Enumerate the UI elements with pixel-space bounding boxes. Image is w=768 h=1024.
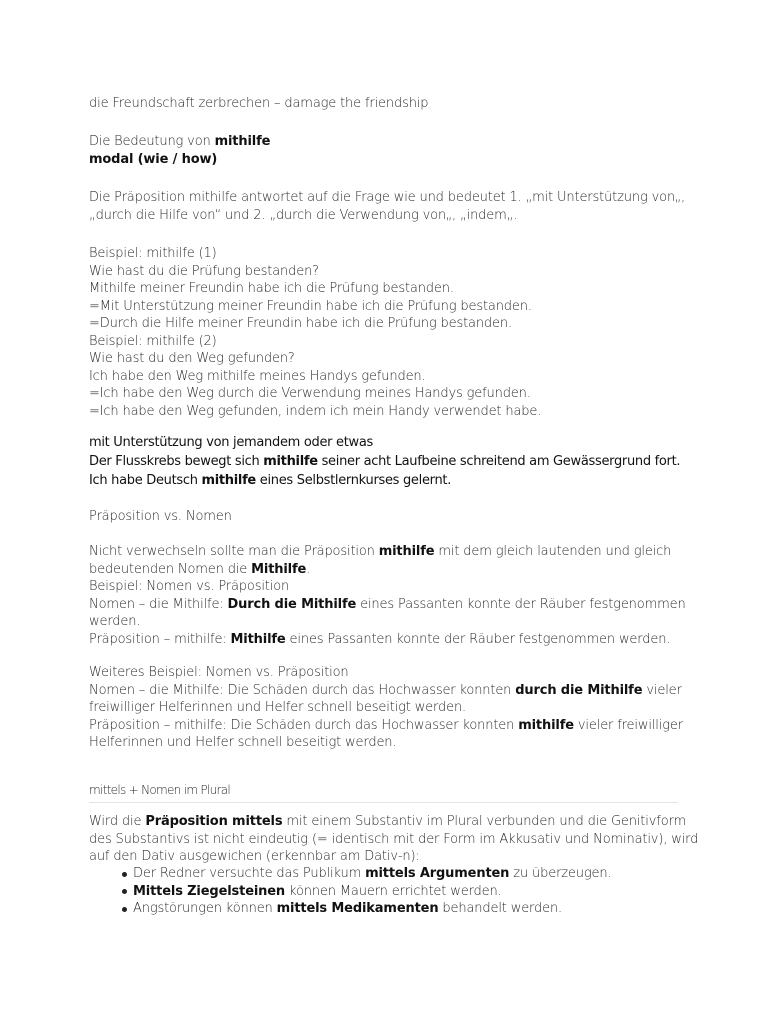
meaning-subheading: modal (wie / how)	[89, 151, 218, 167]
meaning-heading: Die Bedeutung von mithilfe modal (wie / how)	[89, 133, 689, 168]
intro-line: die Freundschaft zerbrechen – damage the friendship	[89, 96, 429, 111]
list-item: Mittels Ziegelsteinen können Mauern errichtet werden.	[89, 883, 611, 901]
examples-block: Beispiel: mithilfe (1) Wie hast du die Prüfung bestanden? Mithilfe meiner Freundin habe ich die Prüfung bestanden. =Mit Unterstützung meiner Freundin habe ich die Prüfung bestanden. =Durch die Hilfe meiner Freundin habe ich die Prüfung bestanden. Beispiel: mithilfe (2) Wie hast du den Weg gefunden? Ich habe den Weg mithilfe meines Handys gefunden. =Ich habe den Weg durch die Verwendung meines Handys gefunden. =Ich habe den Weg gefunden, indem ich mein Handy verwendet habe.	[89, 246, 542, 419]
list-item: Der Redner versuchte das Publikum mittels Argumenten zu überzeugen.	[89, 865, 611, 883]
more-examples: Weiteres Beispiel: Nomen vs. Präposition Nomen – die Mithilfe: Die Schäden durch das Hochwasser konnten durch die Mithilfe vieler freiwilliger Helferinnen und Helfer schnell beseitigt werden. Präposition – mithilfe: Die Schäden durch das Hochwasser konnten mithilfe vieler freiwilliger Helferinnen und Helfer schnell beseitigt werden.	[89, 665, 683, 750]
vs-heading: Präposition vs. Nomen	[89, 509, 232, 524]
mittels-paragraph: Wird die Präposition mittels mit einem Substantiv im Plural verbunden und die Genitivform des Substantivs ist nicht eindeutig (= identisch mit der Form im Akkusativ und Nominativ), wird auf den Dativ ausgewichen (erkennbar am Dativ-n):	[89, 814, 699, 864]
vs-paragraph: Nicht verwechseln sollte man die Präposition mithilfe mit dem gleich lautenden und gleich bedeutenden Nomen die Mithilfe. Beispiel: Nomen vs. Präposition Nomen – die Mithilfe: Durch die Mithilfe eines Passanten konnte der Räuber festgenommen werden. Präposition – mithilfe: Mithilfe eines Passanten konnte der Räuber festgenommen werden.	[89, 544, 686, 647]
meaning-paragraph: Die Präposition mithilfe antwortet auf die Frage wie und bedeutet 1. „mit Unterstützung von„, „durch die Hilfe von“ und 2. „durch die Verwendung von„, „indem„.	[89, 190, 686, 223]
mittels-heading: mittels + Nomen im Plural	[89, 783, 231, 797]
support-block: mit Unterstützung von jemandem oder etwas Der Flusskrebs bewegt sich mithilfe seiner acht Laufbeine schreitend am Gewässergrund fort. Ich habe Deutsch mithilfe eines Selbstlernkurses gelernt.	[89, 435, 681, 488]
mittels-list	[89, 865, 611, 918]
list-item: Angstörungen können mittels Medikamenten behandelt werden.	[89, 900, 611, 918]
section-divider	[89, 802, 678, 803]
